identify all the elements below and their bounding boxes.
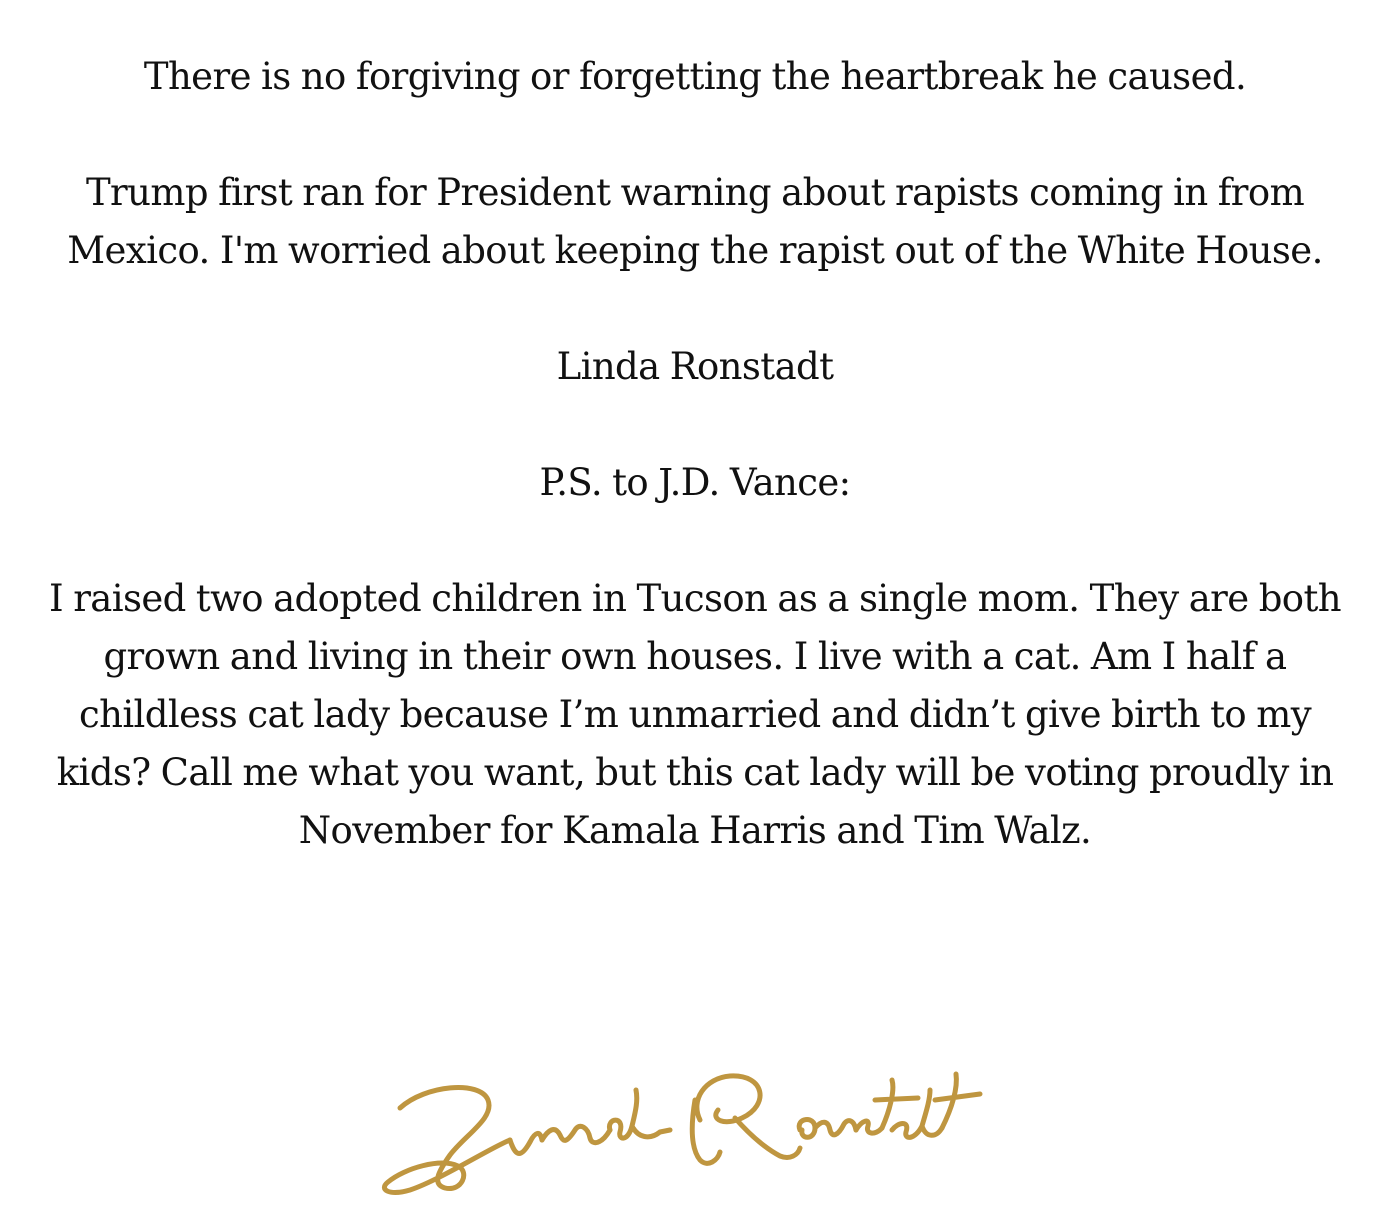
postscript-paragraph: I raised two adopted children in Tucson as a single mom. They are both grown and living in their own houses. I live with a cat. Am I half a childless cat lady because I’m unmarried and didn’t give birth to my kids? Call me what you want, but this cat lady will be voting proudly in November for Kamala Harris and Tim Walz. bbox=[49, 577, 1341, 852]
handwritten-signature bbox=[370, 1060, 1020, 1200]
signature-graphic bbox=[370, 1060, 1020, 1200]
signature-stroke-final-t bbox=[935, 1074, 980, 1128]
signature-stroke-r bbox=[697, 1076, 800, 1158]
trump-paragraph: Trump first ran for President warning about rapists coming in from Mexico. I'm worried about keeping the rapist out of the White House. bbox=[67, 171, 1323, 272]
signature-stroke-t bbox=[875, 1080, 918, 1128]
author-name: Linda Ronstadt bbox=[556, 345, 834, 388]
signature-stroke-i bbox=[510, 1133, 542, 1153]
postscript-heading: P.S. to J.D. Vance: bbox=[539, 461, 851, 504]
opening-paragraph: There is no forgiving or forgetting the heartbreak he caused. bbox=[143, 55, 1247, 98]
signature-stroke-l bbox=[384, 1088, 510, 1193]
signature-stroke-da bbox=[609, 1090, 670, 1138]
signature-stroke-s bbox=[856, 1121, 882, 1133]
signature-stroke-n2 bbox=[815, 1121, 856, 1135]
signature-strokes bbox=[384, 1074, 980, 1192]
signature-stroke-n bbox=[542, 1126, 610, 1142]
letter-body bbox=[40, 48, 1350, 860]
